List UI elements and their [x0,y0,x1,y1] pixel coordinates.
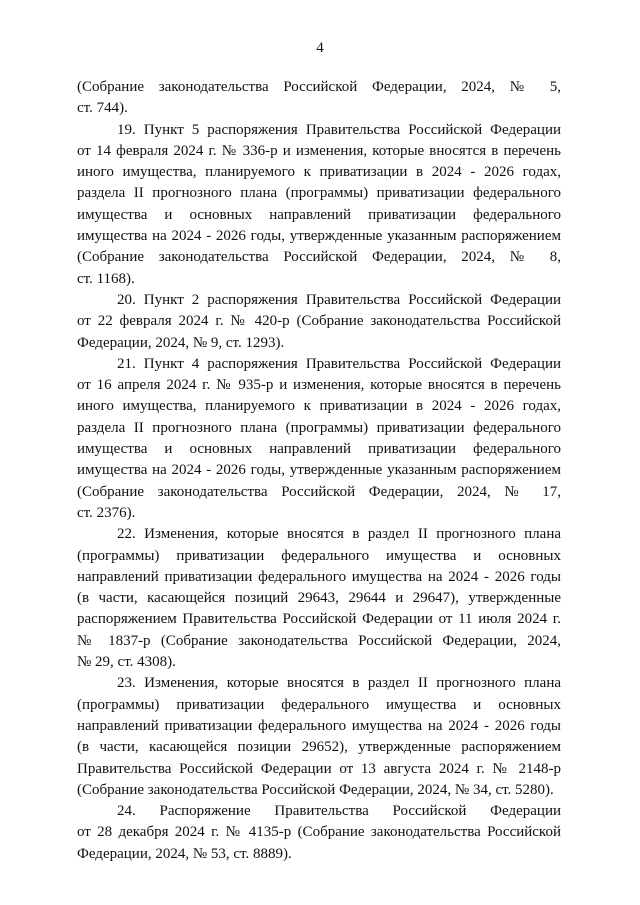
paragraph-line: (Собрание законодательства Российской Федерации, 2024, № 5, [77,79,561,95]
paragraph-line: распоряжением Правительства Российской Федерации от 11 июля 2024 г. [77,611,561,628]
paragraph-line: направлений приватизации федерального имущества на 2024 - 2026 годы [77,717,561,734]
paragraph [77,290,561,354]
paragraph-line: (программы) приватизации федерального имущества и основных [77,696,561,713]
document-body [77,77,561,865]
paragraph-line: раздела II прогнозного плана (программы) приватизации федерального [77,419,561,436]
paragraph-line: имущества на 2024 - 2026 годы, утвержденные указанным распоряжением [77,228,561,245]
paragraph-line: имущества и основных направлений приватизации федерального [77,206,561,223]
paragraph [77,77,561,120]
paragraph-line: 21. Пункт 4 распоряжения Правительства Российской Федерации [117,355,561,372]
paragraph-line: 22. Изменения, которые вносятся в раздел II прогнозного плана [117,526,561,543]
paragraph-line: ст. 1168). [77,270,135,287]
paragraph-line: Федерации, 2024, № 53, ст. 8889). [77,845,292,862]
paragraph-line: (Собрание законодательства Российской Федерации, 2024, № 17, [77,483,561,500]
paragraph [77,801,561,865]
paragraph-line: раздела II прогнозного плана (программы) приватизации федерального [77,185,561,202]
paragraph-line: (в части, касающейся позиций 29643, 29644 и 29647), утвержденные [77,590,561,607]
paragraph-line: ст. 2376). [77,504,136,521]
paragraph-line: 19. Пункт 5 распоряжения Правительства Российской Федерации [117,121,561,138]
page-number: 4 [316,40,324,56]
paragraph-line: от 28 декабря 2024 г. № 4135-р (Собрание законодательства Российской [77,824,561,841]
paragraph-line: № 1837-р (Собрание законодательства Российской Федерации, 2024, [77,632,561,649]
paragraph-line: имущества на 2024 - 2026 годы, утвержденные указанным распоряжением [77,462,561,479]
paragraph [77,673,561,801]
paragraph-line: № 29, ст. 4308). [77,654,176,671]
paragraph-line: 23. Изменения, которые вносятся в раздел II прогнозного плана [117,675,561,692]
paragraph-line: 20. Пункт 2 распоряжения Правительства Российской Федерации [117,291,561,308]
paragraph [77,354,561,524]
paragraph [77,524,561,673]
paragraph-line: (программы) приватизации федерального имущества и основных [77,547,561,564]
paragraph-line: от 14 февраля 2024 г. № 336-р и изменения, которые вносятся в перечень [77,142,561,159]
paragraph-line: ст. 744). [77,100,128,117]
paragraph-line: от 16 апреля 2024 г. № 935-р и изменения, которые вносятся в перечень [77,377,561,394]
paragraph-line: 24. Распоряжение Правительства Российской Федерации [117,803,561,820]
paragraph-line: (Собрание законодательства Российской Федерации, 2024, № 34, ст. 5280). [77,781,554,798]
paragraph-line: (в части, касающейся позиции 29652), утвержденные распоряжением [77,739,561,756]
paragraph-line: от 22 февраля 2024 г. № 420-р (Собрание законодательства Российской [77,313,561,330]
paragraph-line: иного имущества, планируемого к приватизации в 2024 - 2026 годах, [77,164,561,181]
paragraph [77,120,561,290]
paragraph-line: (Собрание законодательства Российской Федерации, 2024, № 8, [77,249,561,266]
paragraph-line: иного имущества, планируемого к приватизации в 2024 - 2026 годах, [77,398,561,415]
paragraph-line: имущества и основных направлений приватизации федерального [77,441,561,458]
paragraph-line: Правительства Российской Федерации от 13 августа 2024 г. № 2148-р [77,760,561,777]
paragraph-line: Федерации, 2024, № 9, ст. 1293). [77,334,285,351]
paragraph-line: направлений приватизации федерального имущества на 2024 - 2026 годы [77,568,561,585]
